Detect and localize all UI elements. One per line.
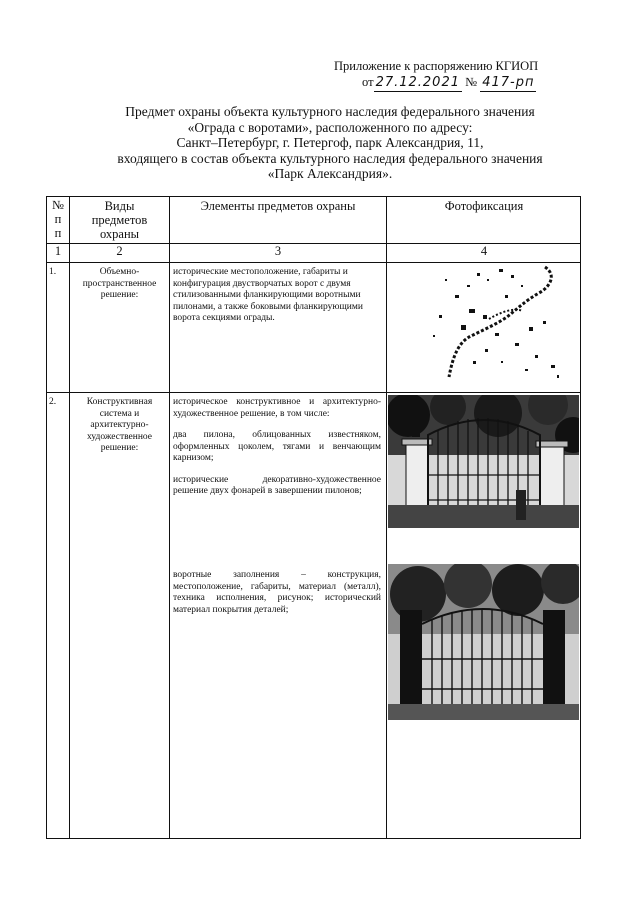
appendix-no-sign: № [465, 75, 478, 89]
row2-elements-b [173, 570, 381, 616]
col-divider-1 [69, 197, 70, 838]
header-num-line: № [52, 198, 64, 212]
paragraph-gap [173, 465, 381, 475]
row1-num: 1. [49, 267, 57, 277]
colnum-2: 2 [116, 244, 123, 258]
row1-kind-line: пространственное [82, 278, 157, 289]
row2-paragraph: два пилона, облицованных известняком, оформленных цоколем, тягами и венчающим карнизом; [173, 430, 381, 463]
appendix-from: от [362, 75, 374, 89]
row1-kind-line: Объемно- [99, 267, 140, 277]
row1-paragraph: исторические местоположение, габариты и конфигурация двустворчатых ворот с двумя стилизованными фланкирующими воротными пилонами, а также боковыми фланкирующими ворота секциями ограды. [173, 267, 363, 323]
title-line4: входящего в состав объекта культурного наследия федерального значения [117, 150, 543, 166]
row2-gate-photo-1 [388, 395, 579, 528]
header-num-line: п [54, 212, 62, 226]
row2-elements-a [173, 397, 381, 498]
row1-elements [173, 267, 383, 325]
row2-kind-line: архитектурно- [90, 420, 149, 430]
paragraph-gap [173, 420, 381, 430]
appendix-number: 417-рп [482, 75, 535, 90]
protection-table [46, 196, 581, 839]
row2-num: 2. [49, 397, 57, 407]
row2-kind-line: система и [99, 408, 140, 419]
header-kinds-line: Виды [104, 199, 135, 213]
title-line2: «Ограда с воротами», расположенного по адресу: [187, 119, 473, 135]
gate-grille-photo [388, 564, 579, 720]
header-kinds [70, 199, 169, 241]
title-line5: «Парк Александрия». [267, 166, 393, 181]
header-kinds-line: предметов [91, 213, 148, 227]
gate-pylons-photo [388, 395, 579, 528]
row2-paragraph: исторические декоративно-художественное решение двух фонарей в завершении пилонов; [173, 474, 381, 496]
row2-kind-line: Конструктивная [86, 397, 153, 407]
row2-paragraph: воротные заполнения – конструкция, местоположение, габариты, материал (металл), техника исполнения, рисунок; исторический материал покрытия деталей; [173, 570, 381, 615]
row1-plan-photo [425, 265, 563, 387]
colnum-divider [47, 262, 580, 263]
header-kinds-line: охраны [99, 227, 140, 241]
site-plan-image [425, 265, 563, 387]
row2-kind [71, 397, 168, 455]
colnum-3: 3 [274, 244, 282, 258]
title-line1: Предмет охраны объекта культурного наследия федерального значения [125, 104, 535, 119]
document-title [60, 104, 600, 182]
col-divider-3 [386, 197, 387, 838]
row2-kind-line: решение: [100, 443, 139, 453]
colnum-4: 4 [480, 244, 488, 258]
appendix-line1: Приложение к распоряжению КГИОП [334, 59, 539, 73]
row1-divider [47, 392, 580, 393]
header-photo: Фотофиксация [444, 199, 524, 213]
appendix-date: 27.12.2021 [375, 75, 460, 90]
header-num-line: п [54, 226, 62, 240]
header-elements: Элементы предметов охраны [200, 199, 356, 213]
header-num [47, 198, 69, 240]
row1-kind-line: решение: [100, 290, 139, 300]
appendix-header [334, 58, 538, 92]
row2-kind-line: художественное [86, 431, 153, 442]
row2-gate-photo-2 [388, 564, 579, 720]
appendix-line2 [334, 74, 538, 92]
colnum-1: 1 [54, 244, 62, 258]
title-line3: Санкт–Петербург, г. Петергоф, парк Александрия, 11, [176, 135, 484, 150]
col-divider-2 [169, 197, 170, 838]
row1-kind [71, 267, 168, 302]
row2-paragraph: историческое конструктивное и архитектурно-художественное решение, в том числе: [173, 397, 381, 419]
